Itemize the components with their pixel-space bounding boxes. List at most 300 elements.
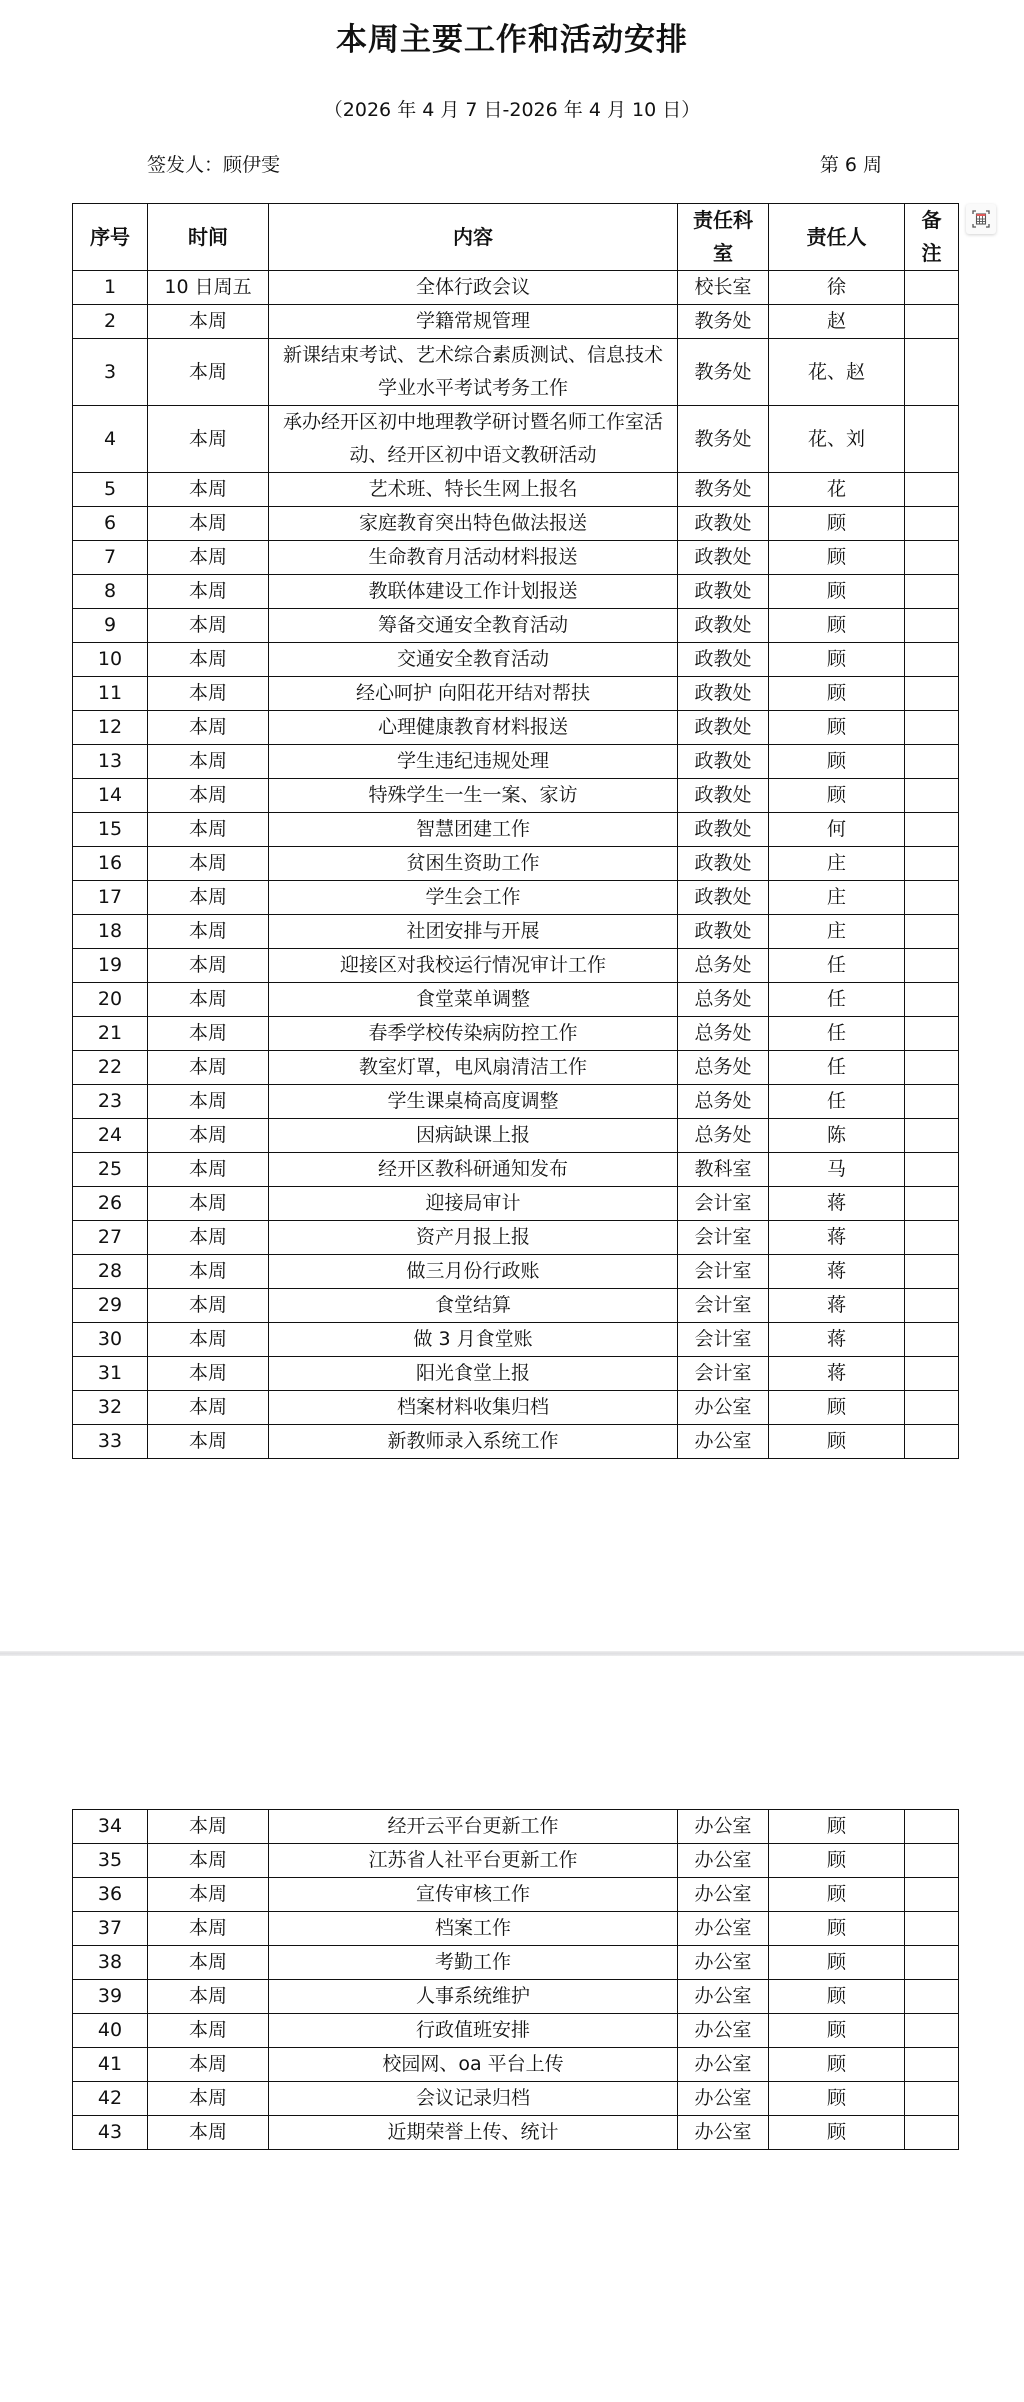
- cell-no: 20: [73, 983, 148, 1017]
- cell-no: 42: [73, 2082, 148, 2116]
- cell-time: 本周: [148, 881, 269, 915]
- cell-time: 本周: [148, 949, 269, 983]
- cell-content: 春季学校传染病防控工作: [269, 1017, 678, 1051]
- cell-person: 顾: [769, 1946, 905, 1980]
- header-person: 责任人: [769, 204, 905, 271]
- cell-time: 本周: [148, 983, 269, 1017]
- cell-time: 本周: [148, 1980, 269, 2014]
- cell-no: 26: [73, 1187, 148, 1221]
- cell-no: 23: [73, 1085, 148, 1119]
- cell-time: 本周: [148, 1153, 269, 1187]
- cell-dept: 办公室: [678, 1980, 769, 2014]
- cell-content: 人事系统维护: [269, 1980, 678, 2014]
- table-row: [73, 1323, 959, 1357]
- cell-no: 33: [73, 1425, 148, 1459]
- cell-content: 家庭教育突出特色做法报送: [269, 507, 678, 541]
- cell-no: 10: [73, 643, 148, 677]
- cell-content: 校园网、oa 平台上传: [269, 2048, 678, 2082]
- cell-dept: 总务处: [678, 1119, 769, 1153]
- cell-note: [905, 745, 959, 779]
- cell-note: [905, 271, 959, 305]
- cell-dept: 总务处: [678, 1051, 769, 1085]
- cell-no: 35: [73, 1844, 148, 1878]
- cell-person: 马: [769, 1153, 905, 1187]
- table-row: [73, 1221, 959, 1255]
- table-row: [73, 575, 959, 609]
- cell-no: 19: [73, 949, 148, 983]
- cell-dept: 教务处: [678, 339, 769, 406]
- cell-person: 蒋: [769, 1323, 905, 1357]
- cell-time: 本周: [148, 541, 269, 575]
- cell-person: 蒋: [769, 1289, 905, 1323]
- table-row: [73, 1391, 959, 1425]
- header-content: 内容: [269, 204, 678, 271]
- cell-person: 顾: [769, 1425, 905, 1459]
- table-row: [73, 1946, 959, 1980]
- cell-note: [905, 1221, 959, 1255]
- cell-no: 28: [73, 1255, 148, 1289]
- table-row: [73, 643, 959, 677]
- cell-dept: 政教处: [678, 575, 769, 609]
- cell-no: 34: [73, 1810, 148, 1844]
- cell-person: 顾: [769, 541, 905, 575]
- table-row: [73, 1017, 959, 1051]
- cell-dept: 办公室: [678, 1425, 769, 1459]
- cell-content: 近期荣誉上传、统计: [269, 2116, 678, 2150]
- cell-content: 经开区教科研通知发布: [269, 1153, 678, 1187]
- cell-person: 顾: [769, 609, 905, 643]
- cell-dept: 政教处: [678, 677, 769, 711]
- cell-time: 本周: [148, 813, 269, 847]
- cell-content: 阳光食堂上报: [269, 1357, 678, 1391]
- cell-content: 智慧团建工作: [269, 813, 678, 847]
- cell-time: 本周: [148, 1255, 269, 1289]
- cell-content: 心理健康教育材料报送: [269, 711, 678, 745]
- table-row: [73, 1119, 959, 1153]
- cell-no: 39: [73, 1980, 148, 2014]
- table-row: [73, 406, 959, 473]
- cell-content: 档案工作: [269, 1912, 678, 1946]
- cell-time: 本周: [148, 339, 269, 406]
- cell-note: [905, 1289, 959, 1323]
- cell-content: 贫困生资助工作: [269, 847, 678, 881]
- cell-no: 15: [73, 813, 148, 847]
- cell-time: 本周: [148, 1187, 269, 1221]
- cell-person: 顾: [769, 1810, 905, 1844]
- cell-note: [905, 643, 959, 677]
- cell-dept: 校长室: [678, 271, 769, 305]
- table-header-row: [73, 204, 959, 271]
- cell-no: 16: [73, 847, 148, 881]
- table-row: [73, 339, 959, 406]
- cell-note: [905, 541, 959, 575]
- cell-person: 花、刘: [769, 406, 905, 473]
- cell-dept: 政教处: [678, 609, 769, 643]
- cell-content: 艺术班、特长生网上报名: [269, 473, 678, 507]
- cell-note: [905, 1912, 959, 1946]
- cell-no: 9: [73, 609, 148, 643]
- cell-note: [905, 305, 959, 339]
- cell-note: [905, 339, 959, 406]
- cell-person: 何: [769, 813, 905, 847]
- cell-dept: 政教处: [678, 745, 769, 779]
- cell-person: 顾: [769, 2082, 905, 2116]
- cell-note: [905, 711, 959, 745]
- cell-dept: 办公室: [678, 1844, 769, 1878]
- table-row: [73, 1255, 959, 1289]
- table-row: [73, 1810, 959, 1844]
- cell-time: 本周: [148, 1017, 269, 1051]
- cell-dept: 办公室: [678, 1912, 769, 1946]
- cell-note: [905, 1844, 959, 1878]
- cell-no: 31: [73, 1357, 148, 1391]
- cell-note: [905, 1810, 959, 1844]
- cell-no: 24: [73, 1119, 148, 1153]
- cell-time: 本周: [148, 1810, 269, 1844]
- cell-content: 交通安全教育活动: [269, 643, 678, 677]
- cell-dept: 教务处: [678, 305, 769, 339]
- table-row: [73, 1153, 959, 1187]
- table-row: [73, 305, 959, 339]
- cell-dept: 政教处: [678, 779, 769, 813]
- cell-note: [905, 1323, 959, 1357]
- cell-no: 37: [73, 1912, 148, 1946]
- cell-note: [905, 1187, 959, 1221]
- cell-content: 行政值班安排: [269, 2014, 678, 2048]
- cell-dept: 政教处: [678, 847, 769, 881]
- cell-no: 1: [73, 271, 148, 305]
- cell-dept: 办公室: [678, 2014, 769, 2048]
- cell-no: 29: [73, 1289, 148, 1323]
- cell-person: 任: [769, 983, 905, 1017]
- cell-dept: 会计室: [678, 1187, 769, 1221]
- cell-time: 本周: [148, 609, 269, 643]
- issuer-label: 签发人：顾伊雯: [147, 154, 281, 176]
- cell-time: 本周: [148, 847, 269, 881]
- cell-time: 本周: [148, 2014, 269, 2048]
- cell-dept: 教务处: [678, 473, 769, 507]
- cell-no: 4: [73, 406, 148, 473]
- cell-person: 任: [769, 1085, 905, 1119]
- cell-dept: 会计室: [678, 1323, 769, 1357]
- cell-no: 41: [73, 2048, 148, 2082]
- cell-content: 新教师录入系统工作: [269, 1425, 678, 1459]
- table-row: [73, 541, 959, 575]
- cell-person: 顾: [769, 711, 905, 745]
- cell-person: 任: [769, 949, 905, 983]
- table-body-part-2: [73, 1810, 959, 2150]
- cell-no: 43: [73, 2116, 148, 2150]
- cell-person: 顾: [769, 2048, 905, 2082]
- cell-note: [905, 406, 959, 473]
- cell-no: 40: [73, 2014, 148, 2048]
- cell-content: 食堂结算: [269, 1289, 678, 1323]
- table-row: [73, 711, 959, 745]
- table-row: [73, 271, 959, 305]
- cell-no: 3: [73, 339, 148, 406]
- cell-dept: 办公室: [678, 1946, 769, 1980]
- cell-no: 14: [73, 779, 148, 813]
- cell-dept: 会计室: [678, 1255, 769, 1289]
- cell-dept: 政教处: [678, 881, 769, 915]
- cell-person: 庄: [769, 915, 905, 949]
- date-range: （2026 年 4 月 7 日-2026 年 4 月 10 日）: [323, 99, 701, 121]
- table-row: [73, 915, 959, 949]
- cell-content: 宣传审核工作: [269, 1878, 678, 1912]
- cell-note: [905, 1391, 959, 1425]
- cell-no: 18: [73, 915, 148, 949]
- cell-dept: 办公室: [678, 2082, 769, 2116]
- table-select-icon: [971, 209, 991, 229]
- cell-no: 8: [73, 575, 148, 609]
- cell-note: [905, 915, 959, 949]
- cell-note: [905, 1980, 959, 2014]
- cell-note: [905, 677, 959, 711]
- document-meta: [147, 150, 882, 180]
- cell-content: 档案材料收集归档: [269, 1391, 678, 1425]
- cell-content: 考勤工作: [269, 1946, 678, 1980]
- cell-dept: 政教处: [678, 813, 769, 847]
- table-row: [73, 779, 959, 813]
- cell-no: 38: [73, 1946, 148, 1980]
- cell-content: 学籍常规管理: [269, 305, 678, 339]
- cell-person: 顾: [769, 1980, 905, 2014]
- table-row: [73, 1289, 959, 1323]
- schedule-table-part-2: [72, 1809, 959, 2150]
- cell-dept: 总务处: [678, 1017, 769, 1051]
- cell-content: 教联体建设工作计划报送: [269, 575, 678, 609]
- cell-note: [905, 1119, 959, 1153]
- cell-person: 顾: [769, 677, 905, 711]
- cell-person: 顾: [769, 1391, 905, 1425]
- table-row: [73, 1085, 959, 1119]
- table-row: [73, 813, 959, 847]
- cell-note: [905, 1051, 959, 1085]
- cell-dept: 办公室: [678, 1878, 769, 1912]
- table-row: [73, 677, 959, 711]
- cell-person: 顾: [769, 2014, 905, 2048]
- cell-time: 本周: [148, 1323, 269, 1357]
- cell-person: 顾: [769, 779, 905, 813]
- cell-content: 承办经开区初中地理教学研讨暨名师工作室活动、经开区初中语文教研活动: [269, 406, 678, 473]
- cell-content: 做 3 月食堂账: [269, 1323, 678, 1357]
- cell-content: 学生违纪违规处理: [269, 745, 678, 779]
- table-row: [73, 473, 959, 507]
- cell-dept: 会计室: [678, 1289, 769, 1323]
- table-row: [73, 2116, 959, 2150]
- cell-time: 本周: [148, 2082, 269, 2116]
- cell-dept: 政教处: [678, 541, 769, 575]
- table-row: [73, 1878, 959, 1912]
- cell-time: 本周: [148, 473, 269, 507]
- cell-content: 江苏省人社平台更新工作: [269, 1844, 678, 1878]
- cell-no: 5: [73, 473, 148, 507]
- table-row: [73, 2014, 959, 2048]
- cell-dept: 政教处: [678, 915, 769, 949]
- cell-content: 筹备交通安全教育活动: [269, 609, 678, 643]
- cell-note: [905, 1357, 959, 1391]
- cell-note: [905, 609, 959, 643]
- cell-time: 本周: [148, 1119, 269, 1153]
- cell-time: 本周: [148, 1289, 269, 1323]
- cell-dept: 会计室: [678, 1221, 769, 1255]
- cell-time: 本周: [148, 1357, 269, 1391]
- cell-person: 任: [769, 1051, 905, 1085]
- header-note: 备注: [905, 204, 959, 271]
- cell-dept: 总务处: [678, 983, 769, 1017]
- cell-time: 本周: [148, 779, 269, 813]
- cell-note: [905, 1878, 959, 1912]
- cell-time: 本周: [148, 2116, 269, 2150]
- header-time: 时间: [148, 204, 269, 271]
- cell-time: 本周: [148, 1878, 269, 1912]
- cell-time: 本周: [148, 1844, 269, 1878]
- cell-person: 花: [769, 473, 905, 507]
- cell-content: 社团安排与开展: [269, 915, 678, 949]
- table-row: [73, 1051, 959, 1085]
- table-row: [73, 2048, 959, 2082]
- cell-dept: 教科室: [678, 1153, 769, 1187]
- cell-dept: 总务处: [678, 949, 769, 983]
- table-row: [73, 1425, 959, 1459]
- cell-content: 生命教育月活动材料报送: [269, 541, 678, 575]
- cell-time: 本周: [148, 305, 269, 339]
- cell-no: 6: [73, 507, 148, 541]
- cell-content: 迎接局审计: [269, 1187, 678, 1221]
- cell-note: [905, 2116, 959, 2150]
- header-no: 序号: [73, 204, 148, 271]
- cell-person: 陈: [769, 1119, 905, 1153]
- table-row: [73, 881, 959, 915]
- cell-person: 徐: [769, 271, 905, 305]
- cell-person: 顾: [769, 507, 905, 541]
- cell-time: 本周: [148, 643, 269, 677]
- cell-no: 21: [73, 1017, 148, 1051]
- cell-note: [905, 575, 959, 609]
- cell-no: 17: [73, 881, 148, 915]
- cell-note: [905, 1017, 959, 1051]
- cell-note: [905, 813, 959, 847]
- cell-time: 本周: [148, 1085, 269, 1119]
- cell-note: [905, 1946, 959, 1980]
- cell-no: 7: [73, 541, 148, 575]
- table-row: [73, 745, 959, 779]
- cell-person: 顾: [769, 1878, 905, 1912]
- cell-note: [905, 1085, 959, 1119]
- cell-person: 赵: [769, 305, 905, 339]
- table-row: [73, 1980, 959, 2014]
- cell-time: 本周: [148, 1051, 269, 1085]
- cell-content: 资产月报上报: [269, 1221, 678, 1255]
- cell-no: 2: [73, 305, 148, 339]
- cell-content: 因病缺课上报: [269, 1119, 678, 1153]
- cell-note: [905, 2082, 959, 2116]
- document-title: 本周主要工作和活动安排: [336, 22, 688, 58]
- cell-no: 32: [73, 1391, 148, 1425]
- cell-time: 本周: [148, 575, 269, 609]
- cell-time: 本周: [148, 1391, 269, 1425]
- table-row: [73, 949, 959, 983]
- table-row: [73, 1187, 959, 1221]
- table-row: [73, 507, 959, 541]
- cell-content: 经心呵护 向阳花开结对帮扶: [269, 677, 678, 711]
- cell-time: 10 日周五: [148, 271, 269, 305]
- cell-content: 经开云平台更新工作: [269, 1810, 678, 1844]
- cell-note: [905, 1255, 959, 1289]
- cell-time: 本周: [148, 677, 269, 711]
- cell-content: 教室灯罩，电风扇清洁工作: [269, 1051, 678, 1085]
- cell-no: 11: [73, 677, 148, 711]
- cell-time: 本周: [148, 915, 269, 949]
- cell-content: 全体行政会议: [269, 271, 678, 305]
- cell-person: 庄: [769, 847, 905, 881]
- cell-time: 本周: [148, 406, 269, 473]
- cell-note: [905, 2014, 959, 2048]
- cell-person: 蒋: [769, 1187, 905, 1221]
- cell-time: 本周: [148, 507, 269, 541]
- cell-content: 迎接区对我校运行情况审计工作: [269, 949, 678, 983]
- cell-note: [905, 473, 959, 507]
- cell-time: 本周: [148, 1425, 269, 1459]
- cell-dept: 教务处: [678, 406, 769, 473]
- cell-note: [905, 1425, 959, 1459]
- cell-dept: 政教处: [678, 643, 769, 677]
- cell-person: 任: [769, 1017, 905, 1051]
- table-row: [73, 2082, 959, 2116]
- cell-person: 蒋: [769, 1255, 905, 1289]
- cell-dept: 总务处: [678, 1085, 769, 1119]
- table-row: [73, 609, 959, 643]
- cell-no: 27: [73, 1221, 148, 1255]
- table-row: [73, 983, 959, 1017]
- cell-dept: 办公室: [678, 2116, 769, 2150]
- cell-person: 蒋: [769, 1221, 905, 1255]
- cell-no: 36: [73, 1878, 148, 1912]
- cell-content: 做三月份行政账: [269, 1255, 678, 1289]
- cell-dept: 政教处: [678, 507, 769, 541]
- cell-person: 蒋: [769, 1357, 905, 1391]
- cell-note: [905, 983, 959, 1017]
- cell-no: 25: [73, 1153, 148, 1187]
- schedule-table-part-1: [72, 203, 959, 1459]
- cell-content: 学生课桌椅高度调整: [269, 1085, 678, 1119]
- table-row: [73, 1844, 959, 1878]
- cell-person: 顾: [769, 1844, 905, 1878]
- cell-person: 顾: [769, 745, 905, 779]
- cell-time: 本周: [148, 745, 269, 779]
- cell-content: 学生会工作: [269, 881, 678, 915]
- cell-time: 本周: [148, 2048, 269, 2082]
- cell-no: 30: [73, 1323, 148, 1357]
- cell-time: 本周: [148, 1221, 269, 1255]
- cell-note: [905, 949, 959, 983]
- cell-note: [905, 779, 959, 813]
- cell-no: 22: [73, 1051, 148, 1085]
- cell-dept: 办公室: [678, 1810, 769, 1844]
- cell-content: 会议记录归档: [269, 2082, 678, 2116]
- cell-person: 顾: [769, 1912, 905, 1946]
- cell-dept: 会计室: [678, 1357, 769, 1391]
- cell-note: [905, 847, 959, 881]
- cell-dept: 政教处: [678, 711, 769, 745]
- table-row: [73, 847, 959, 881]
- table-select-button[interactable]: [966, 204, 996, 234]
- table-row: [73, 1357, 959, 1391]
- cell-dept: 办公室: [678, 2048, 769, 2082]
- week-label: 第 6 周: [819, 154, 882, 176]
- cell-no: 13: [73, 745, 148, 779]
- cell-dept: 办公室: [678, 1391, 769, 1425]
